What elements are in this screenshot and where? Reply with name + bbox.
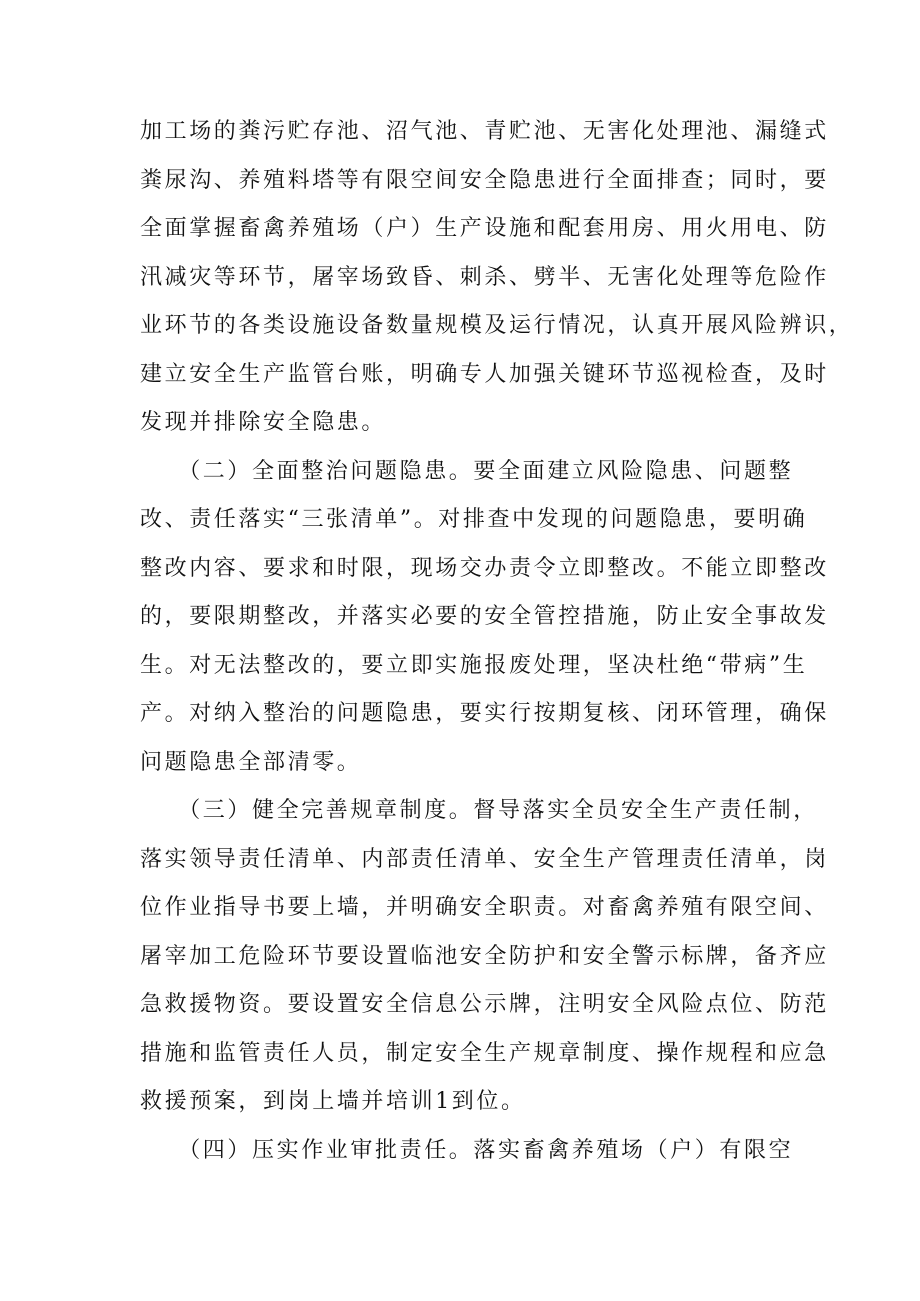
document-body <box>140 108 854 1175</box>
text-line: 救援预案，到岗上墙并培训1到位。 <box>140 1089 526 1114</box>
text-line: 汛减灾等环节，屠宰场致昏、刺杀、劈半、无害化处理等危险作 <box>140 264 829 290</box>
text-line: 整改内容、要求和时限，现场交办责令立即整改。不能立即整改 <box>140 555 829 581</box>
text-line: 发现并排除安全隐患。 <box>140 410 387 435</box>
text-line: 粪尿沟、养殖料塔等有限空间安全隐患进行全面排查；同时，要 <box>140 167 829 193</box>
text-line: 业环节的各类设施设备数量规模及运行情况，认真开展风险辨识， <box>140 313 854 338</box>
text-line: 生。对无法整改的，要立即实施报废处理，坚决杜绝“带病”生 <box>140 652 808 678</box>
text-line: 改、责任落实“三张清单”。对排查中发现的问题隐患，要明确 <box>140 507 808 532</box>
text-line: 措施和监管责任人员，制定安全生产规章制度、操作规程和应急 <box>140 1040 829 1066</box>
text-line: 屠宰加工危险环节要设置临池安全防护和安全警示标牌，备齐应 <box>140 943 829 969</box>
text-line: 落实领导责任清单、内部责任清单、安全生产管理责任清单，岗 <box>140 846 829 872</box>
section-heading-line: （三）健全完善规章制度。督导落实全员安全生产责任制， <box>140 798 818 823</box>
section-heading-line: （二）全面整治问题隐患。要全面建立风险隐患、问题整 <box>140 458 794 484</box>
text-line: 位作业指导书要上墙，并明确安全职责。对畜禽养殖有限空间、 <box>140 895 829 920</box>
section-heading-line: （四）压实作业审批责任。落实畜禽养殖场（户）有限空 <box>140 1137 794 1163</box>
text-line: 全面掌握畜禽养殖场（户）生产设施和配套用房、用火用电、防 <box>140 216 829 241</box>
text-line: 问题隐患全部清零。 <box>140 749 362 775</box>
text-line: 急救援物资。要设置安全信息公示牌，注明安全风险点位、防范 <box>140 992 829 1017</box>
text-line: 建立安全生产监管台账，明确专人加强关键环节巡视检查，及时 <box>140 361 829 387</box>
text-line: 产。对纳入整治的问题隐患，要实行按期复核、闭环管理，确保 <box>140 701 829 726</box>
text-line: 加工场的粪污贮存池、沼气池、青贮池、无害化处理池、漏缝式 <box>140 119 829 144</box>
text-line: 的，要限期整改，并落实必要的安全管控措施，防止安全事故发 <box>140 604 829 629</box>
